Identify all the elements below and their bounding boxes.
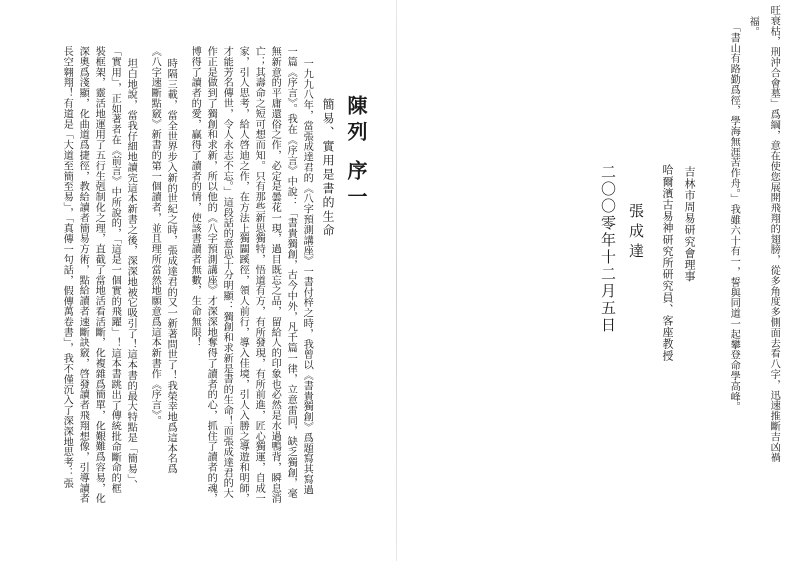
affiliation-line-1: 吉林市周易研究會理事: [683, 166, 696, 282]
paragraph-3-line-1: 坦白地說，當我仔細地讀完這本新書之後，深深地被它吸引了！這本書的最大特點是「簡易」、: [125, 58, 137, 490]
paragraph-3-line-4: 深奧爲淺顯，化曲道爲捷徑，教給讀者簡易方術，點給讀者速斷訣竅，啓發讀者飛翔想像，引導讀者: [77, 46, 89, 504]
affiliation-line-2: 哈爾濱古易神研究所研究員、客座教授: [661, 164, 674, 362]
paragraph-1-line-8: 博得了讀者的愛，贏得了讀者的情，使該書讀者無數，生命無限！: [189, 46, 201, 348]
paragraph-2-line-2: 《八字速斷點竅》新書的第一個讀者，並且理所當然地願意爲這本新書作《序言》。: [149, 46, 161, 426]
paragraph-1-line-7: 作正是做到了獨創和求新，所以他的《八字預測講座》才深深地奪得了讀者的心，抓住了讀者的魂，: [205, 46, 217, 504]
page-subtitle: 簡易、實用是書的生命: [321, 98, 335, 238]
paragraph-1-line-3: 無新意的平庸還俗之作，必定是曇花一現，過目既忘之品，留給人的印象也必然是水過鴨背，瞬息消: [269, 46, 281, 504]
paragraph-1-line-1: 一九九八年，當張成達君的《八字預測講座》一書付梓之時，我曾以《書貴獨創》爲題寫其寫過: [301, 58, 313, 495]
right-body-line-1: 旺衰枯，刑沖合會墓」爲綱，意在使您展開飛翔的翅膀，從多角度多側面去看八字，迅速推斷吉凶禍: [768, 5, 780, 463]
paragraph-1-line-4: 亡；其壽命之短可想而知。只有那些新思獨特，悟道有方，有所發現，有所前進，匠心獨運，自成一: [253, 46, 265, 504]
right-body-line-2: 福。: [747, 16, 759, 37]
page-title: 陳列 序一: [344, 95, 368, 212]
paragraph-1-line-2: 一篇《序言》。我在《序言》中說：「書貴獨創，古今中外，凡千篇一律，立意雷同，缺乏獨創，毫: [285, 46, 297, 499]
paragraph-1-line-6: 才能芳名傳世，令人永志不忘。」這段話的意思十分明顯：獨創和求新是書的生命！而張成達君的大: [221, 46, 233, 499]
paragraph-2-line-1: 時隔三載，當全世界步入新的世紀之時，張成達君的又一新著問世了！我榮幸地爲這本名爲: [165, 58, 177, 474]
author-signature: 張成達: [627, 203, 645, 263]
paragraph-1-line-5: 家，引人思考，給人啓迪之作，在方法上獨闢蹊徑，領人前行，導入佳境，引人入勝之導遊和明師，: [237, 46, 249, 504]
right-quote: 「書山有路勤爲徑，學海無涯苦作舟。」我雖六十有一，誓與同道一起攀登命學高峰。: [728, 22, 740, 413]
signature-date: 二〇〇零年十二月五日: [599, 164, 617, 334]
paragraph-3-line-3: 裝框架，靈活地運用了五行生剋制化之理，直截了當地活看活斷，化複雜爲簡單，化艱難爲容易，化: [93, 46, 105, 504]
page-fold-divider: [396, 0, 397, 561]
paragraph-3-line-2: 「實用」，正如著者在《前言》中所說的，「這是一個實的飛躍」！這本書跳出了傳統批命斷命的框: [109, 46, 121, 494]
paragraph-3-line-5: 長空翱翔！有道是「大道至簡至易」，「真傳一句話，假傳萬卷書」，我不僅沉入了深深地思考：張: [61, 46, 73, 489]
